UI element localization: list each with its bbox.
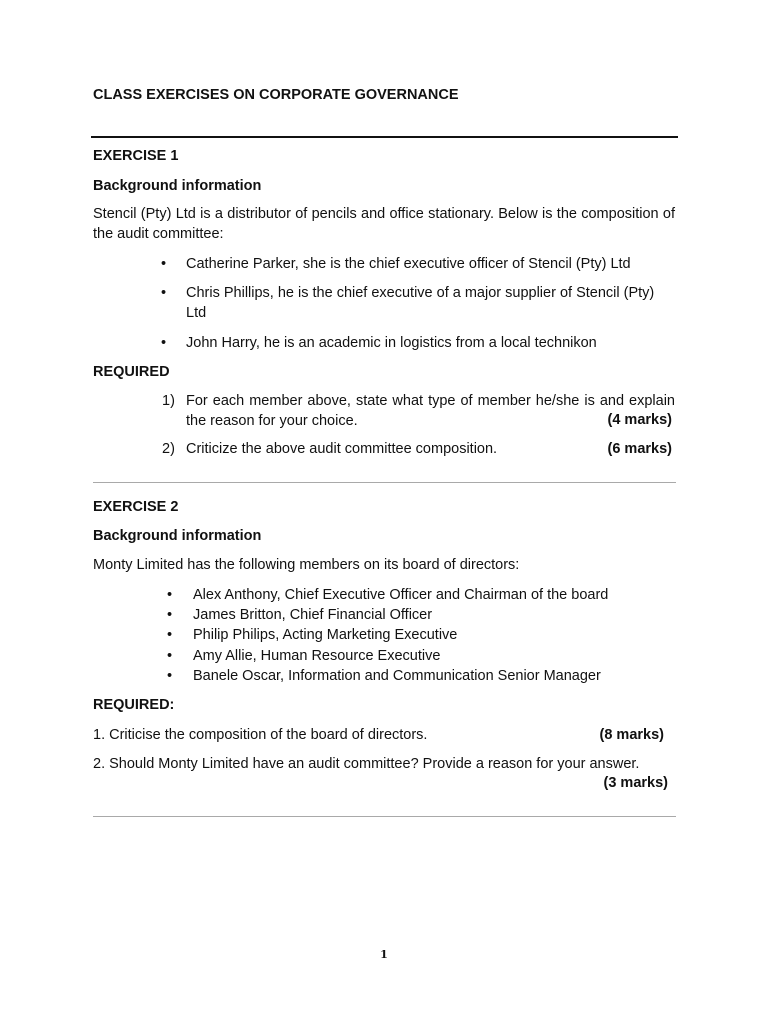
list-item: Alex Anthony, Chief Executive Officer and Chairman of the board xyxy=(193,587,609,603)
bullet-icon: • xyxy=(161,335,167,351)
page-number: 1 xyxy=(380,948,388,961)
title-divider xyxy=(91,136,678,138)
section-divider xyxy=(93,482,676,483)
exercise-2-heading: EXERCISE 2 xyxy=(93,499,179,515)
exercise-1-required-label: REQUIRED xyxy=(93,364,170,380)
list-item: Chris Phillips, he is the chief executive of a major supplier of Stencil (Pty) Ltd xyxy=(186,285,655,321)
exercise-2-intro: Monty Limited has the following members on its board of directors: xyxy=(93,557,520,573)
list-item: James Britton, Chief Financial Officer xyxy=(193,607,433,623)
page-title: CLASS EXERCISES ON CORPORATE GOVERNANCE xyxy=(93,87,459,103)
question-marks: (6 marks) xyxy=(607,441,672,457)
bullet-icon: • xyxy=(161,285,167,301)
question-number: 2) xyxy=(162,441,175,457)
list-item: Amy Allie, Human Resource Executive xyxy=(193,648,441,664)
exercise-1-intro: Stencil (Pty) Ltd is a distributor of pencils and office stationary. Below is the composition of the audit committee: xyxy=(93,206,675,242)
exercise-1-heading: EXERCISE 1 xyxy=(93,148,179,164)
question-number: 1) xyxy=(162,393,175,409)
list-item: Philip Philips, Acting Marketing Executive xyxy=(193,627,458,643)
list-item: Banele Oscar, Information and Communication Senior Manager xyxy=(193,668,601,684)
question-text: For each member above, state what type of member he/she is and explain the reason for your choice. xyxy=(186,393,675,429)
question-marks: (8 marks) xyxy=(599,727,664,743)
list-item: Catherine Parker, she is the chief executive officer of Stencil (Pty) Ltd xyxy=(186,256,631,272)
exercise-2-subheading: Background information xyxy=(93,528,262,544)
bullet-icon: • xyxy=(167,627,173,643)
exercise-2-required-label: REQUIRED: xyxy=(93,697,175,713)
bullet-icon: • xyxy=(167,648,173,664)
question-text: 1. Criticise the composition of the board of directors. xyxy=(93,727,428,743)
bullet-icon: • xyxy=(161,256,167,272)
exercise-1-subheading: Background information xyxy=(93,178,262,194)
section-divider xyxy=(93,816,676,817)
question-text: Criticize the above audit committee composition. xyxy=(186,441,498,457)
question-marks: (4 marks) xyxy=(607,412,672,428)
list-item: John Harry, he is an academic in logistics from a local technikon xyxy=(186,335,597,351)
question-text: 2. Should Monty Limited have an audit committee? Provide a reason for your answer. xyxy=(93,756,640,772)
question-marks: (3 marks) xyxy=(603,775,668,791)
bullet-icon: • xyxy=(167,587,173,603)
bullet-icon: • xyxy=(167,607,173,623)
bullet-icon: • xyxy=(167,668,173,684)
